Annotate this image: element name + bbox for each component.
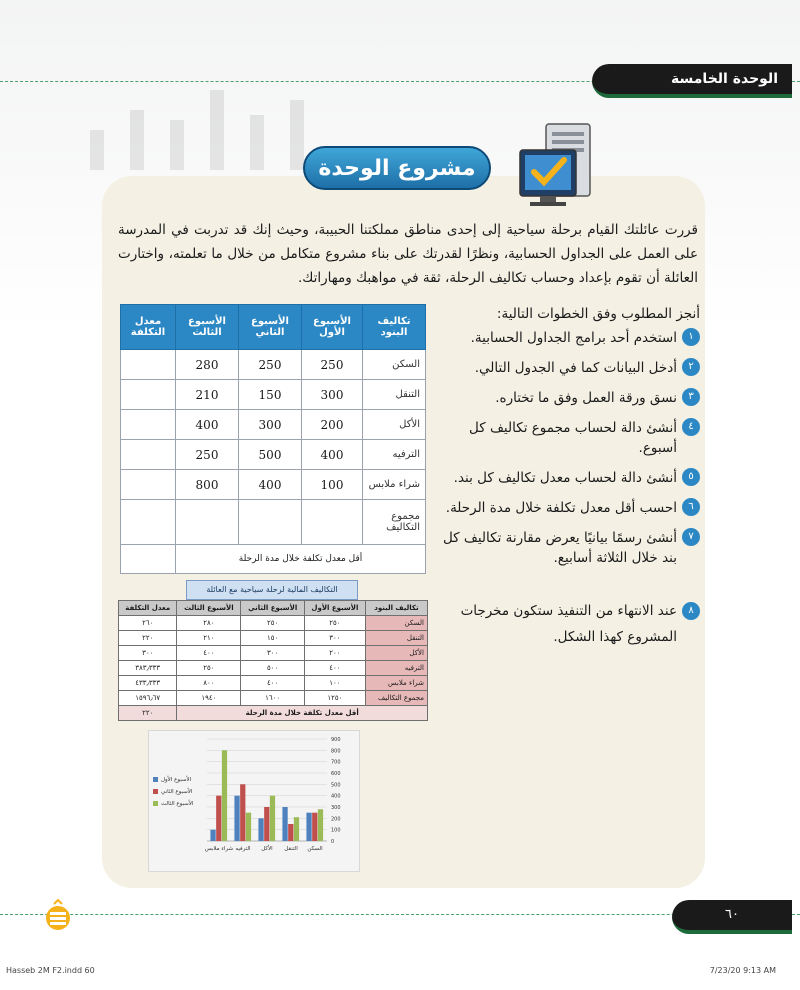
x-tick-label: شراء ملابس: [204, 846, 234, 852]
bar: [270, 796, 275, 841]
value-cell: ٣٨٣٫٣٣٣: [119, 661, 177, 676]
y-tick-label: 800: [331, 748, 341, 755]
empty-cell: [121, 500, 176, 545]
y-tick-label: 500: [331, 782, 341, 789]
week2-cell: 300: [239, 410, 302, 440]
column-header: الأسبوع الثاني: [241, 601, 305, 616]
column-header: الأسبوع الأول: [304, 601, 365, 616]
item-cell: السكن: [365, 616, 427, 631]
project-title: مشروع الوحدة: [303, 146, 491, 190]
column-header: الأسبوع الثاني: [239, 305, 302, 350]
value-cell: ٢٥٠: [241, 616, 305, 631]
item-cell: الأكل: [363, 410, 426, 440]
column-header: الأسبوع الثالث: [177, 601, 241, 616]
bar: [306, 813, 311, 841]
x-tick-label: الأكل: [261, 846, 273, 852]
value-cell: ٤٣٣٫٣٣٣: [119, 676, 177, 691]
y-tick-label: 400: [331, 793, 341, 800]
week2-cell: 250: [239, 350, 302, 380]
value-cell: ١٦٠٠: [241, 691, 305, 706]
column-header: تكاليف البنود: [363, 305, 426, 350]
column-header: معدل التكلفة: [121, 305, 176, 350]
step-item: [440, 328, 700, 348]
chart-canvas: [149, 731, 359, 871]
step-text: أدخل البيانات كما في الجدول التالي.: [474, 360, 677, 376]
bar: [240, 784, 245, 841]
value-cell: ٢٠٠: [304, 646, 365, 661]
week3-cell: 400: [176, 410, 239, 440]
table-row: [121, 470, 426, 500]
item-cell: شراء ملابس: [363, 470, 426, 500]
print-slug-file: Hasseb 2M F2.indd 60: [6, 966, 95, 975]
bar: [264, 807, 269, 841]
x-tick-label: السكن: [307, 846, 323, 852]
value-cell: ٤٠٠: [241, 676, 305, 691]
empty-cell: [121, 545, 176, 574]
step-number: ٢: [682, 358, 700, 376]
value-cell: ٢٥٠: [304, 616, 365, 631]
x-tick-label: التنقل: [284, 846, 298, 852]
item-cell: السكن: [363, 350, 426, 380]
bar: [234, 796, 239, 841]
bar: [258, 818, 263, 841]
y-tick-label: 900: [331, 737, 341, 743]
step-item: [440, 498, 700, 518]
column-header: معدل التكلفة: [119, 601, 177, 616]
bar: [222, 750, 227, 841]
bar: [312, 813, 317, 841]
week1-cell: 300: [302, 380, 363, 410]
step-item: [440, 468, 700, 488]
total-label-cell: مجموع التكاليف: [363, 500, 426, 545]
table-row: [119, 631, 428, 646]
step-number: ٥: [682, 468, 700, 486]
legend-label: الأسبوع الأول: [161, 777, 192, 783]
value-cell: ١٥٩٦٫٦٧: [119, 691, 177, 706]
step-item: [440, 528, 700, 568]
value-cell: ٢١٠: [177, 631, 241, 646]
average-cell: [121, 440, 176, 470]
item-cell: مجموع التكاليف: [365, 691, 427, 706]
step-item: [440, 598, 700, 650]
min-average-value: ٢٢٠: [119, 706, 177, 721]
empty-cell: [302, 500, 363, 545]
bar: [210, 830, 215, 841]
value-cell: ٢٥٠: [177, 661, 241, 676]
min-average-label: أقل معدل تكلفة خلال مدة الرحلة: [177, 706, 428, 721]
table-min-average-row: [121, 545, 426, 574]
step-item: [440, 418, 700, 458]
print-slug-date: 7/23/20 9:13 AM: [709, 966, 776, 975]
steps-heading: أنجز المطلوب وفق الخطوات التالية:: [496, 306, 700, 322]
value-cell: ٢٨٠: [177, 616, 241, 631]
average-cell: [121, 410, 176, 440]
value-cell: ١٩٤٠: [177, 691, 241, 706]
value-cell: ٤٠٠: [304, 661, 365, 676]
unit-tab: الوحدة الخامسة: [592, 64, 792, 98]
item-cell: التنقل: [365, 631, 427, 646]
step-text: أنشئ رسمًا بيانيًا يعرض مقارنة تكاليف كل بند خلال الثلاثة أسابيع.: [442, 530, 677, 566]
step-number: ١: [682, 328, 700, 346]
table-row: [121, 380, 426, 410]
table-row: [121, 440, 426, 470]
value-cell: ١٥٠: [241, 631, 305, 646]
table-total-row: [121, 500, 426, 545]
step-text: أنشئ دالة لحساب معدل تكاليف كل بند.: [453, 470, 677, 486]
table-row: [119, 661, 428, 676]
step-text: استخدم أحد برامج الجداول الحسابية.: [470, 330, 677, 346]
empty-cell: [176, 500, 239, 545]
week1-cell: 400: [302, 440, 363, 470]
week1-cell: 250: [302, 350, 363, 380]
spreadsheet-title: التكاليف المالية لرحلة سياحية مع العائلة: [186, 580, 358, 600]
week3-cell: 280: [176, 350, 239, 380]
column-header: الأسبوع الثالث: [176, 305, 239, 350]
step-number: ٨: [682, 602, 700, 620]
week1-cell: 100: [302, 470, 363, 500]
value-cell: ٥٠٠: [241, 661, 305, 676]
step-number: ٧: [682, 528, 700, 546]
bar: [288, 824, 293, 841]
bar: [318, 809, 323, 841]
table-header-row: [119, 601, 428, 616]
step-text: أنشئ دالة لحساب مجموع تكاليف كل أسبوع.: [469, 420, 677, 456]
step-item: [440, 358, 700, 378]
y-tick-label: 0: [331, 839, 335, 845]
week2-cell: 500: [239, 440, 302, 470]
table-row: [119, 676, 428, 691]
legend-label: الأسبوع الثاني: [161, 789, 193, 795]
bar: [294, 817, 299, 841]
legend-label: الأسبوع الثالث: [161, 801, 194, 807]
publisher-logo-icon: [44, 898, 72, 932]
y-tick-label: 100: [331, 827, 341, 834]
column-header: تكاليف البنود: [365, 601, 427, 616]
step-text: نسق ورقة العمل وفق ما تختاره.: [495, 390, 677, 406]
bar: [282, 807, 287, 841]
legend-swatch: [153, 789, 158, 794]
value-cell: ٣٠٠: [241, 646, 305, 661]
legend-swatch: [153, 801, 158, 806]
step-number: ٣: [682, 388, 700, 406]
week3-cell: 250: [176, 440, 239, 470]
step-item: [440, 388, 700, 408]
value-cell: ٤٠٠: [177, 646, 241, 661]
min-average-label: أقل معدل تكلفة خلال مدة الرحلة: [176, 545, 426, 574]
page-number: ٦٠: [672, 900, 792, 934]
value-cell: ٢٢٠: [119, 631, 177, 646]
item-cell: التنقل: [363, 380, 426, 410]
x-tick-label: الترفيه: [235, 846, 251, 852]
bar: [246, 813, 251, 841]
week2-cell: 150: [239, 380, 302, 410]
table-row: [121, 350, 426, 380]
table-row: [121, 410, 426, 440]
week3-cell: 210: [176, 380, 239, 410]
value-cell: ١٢٥٠: [304, 691, 365, 706]
intro-paragraph: قررت عائلتك القيام برحلة سياحية إلى إحدى مناطق مملكتنا الحبيبة، وحيث إنك قد تدربت في المدرسة على العمل على الجداول الحسابية، ونظرًا لقدرتك على بناء مشروع متكامل من خلال ما تعلمته، واختارت العائلة أن تقوم بإعداد وحساب تكاليف الرحلة، ثقة في مواهبك ومهاراتك.: [118, 222, 698, 286]
week3-cell: 800: [176, 470, 239, 500]
average-cell: [121, 470, 176, 500]
item-cell: الترفيه: [363, 440, 426, 470]
week1-cell: 200: [302, 410, 363, 440]
table-row: [119, 616, 428, 631]
bar-chart: [148, 730, 360, 872]
value-cell: ٢٦٠: [119, 616, 177, 631]
y-tick-label: 600: [331, 771, 341, 777]
value-cell: ٣٠٠: [304, 631, 365, 646]
bar: [216, 796, 221, 841]
y-tick-label: 200: [331, 816, 341, 823]
steps-list: [440, 304, 700, 578]
week2-cell: 400: [239, 470, 302, 500]
table-min-average-row: [119, 706, 428, 721]
column-header: الأسبوع الأول: [302, 305, 363, 350]
empty-cell: [239, 500, 302, 545]
cost-table: [120, 304, 426, 574]
item-cell: الأكل: [365, 646, 427, 661]
value-cell: ٣٠٠: [119, 646, 177, 661]
value-cell: ١٠٠: [304, 676, 365, 691]
y-tick-label: 700: [331, 759, 341, 766]
item-cell: الترفيه: [365, 661, 427, 676]
spreadsheet-table: [118, 600, 428, 721]
spreadsheet-preview: [118, 580, 428, 720]
computer-icon: [494, 120, 604, 210]
table-total-row: [119, 691, 428, 706]
average-cell: [121, 350, 176, 380]
step-number: ٤: [682, 418, 700, 436]
legend-swatch: [153, 777, 158, 782]
step-text: عند الانتهاء من التنفيذ ستكون مخرجات المشروع كهذا الشكل.: [460, 603, 677, 645]
step-text: احسب أقل معدل تكلفة خلال مدة الرحلة.: [445, 500, 677, 516]
item-cell: شراء ملابس: [365, 676, 427, 691]
table-row: [119, 646, 428, 661]
value-cell: ٨٠٠: [177, 676, 241, 691]
y-tick-label: 300: [331, 805, 341, 811]
step-number: ٦: [682, 498, 700, 516]
average-cell: [121, 380, 176, 410]
table-header-row: [121, 305, 426, 350]
